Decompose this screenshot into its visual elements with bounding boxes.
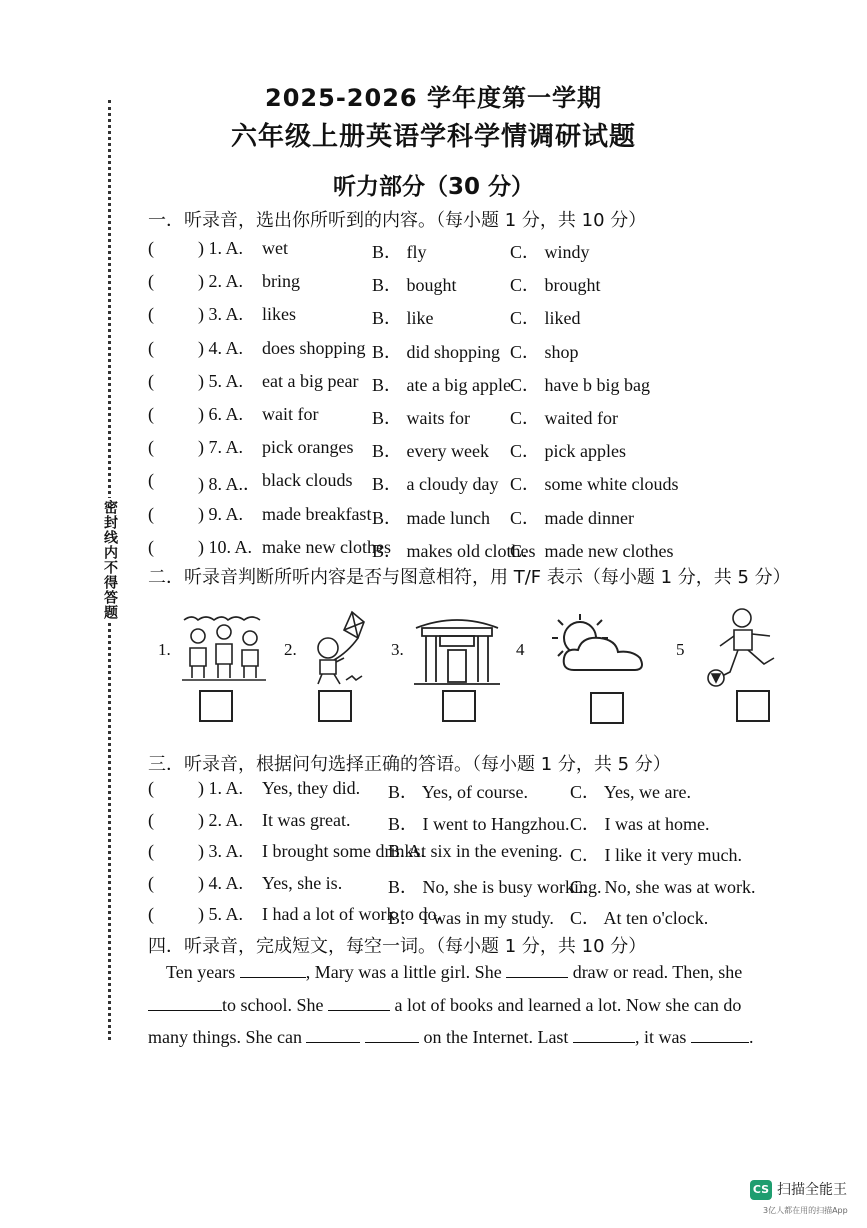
blank-4[interactable] <box>328 1010 390 1011</box>
option-c: C． pick apples <box>510 441 626 462</box>
question-number: ) 1. A. <box>198 778 243 798</box>
question-number: ) 6. A. <box>198 404 243 424</box>
option-a: pick oranges <box>262 437 354 458</box>
option-a: make new clothes <box>262 536 391 557</box>
blank-7[interactable] <box>573 1042 635 1043</box>
camscanner-tagline: 3亿人都在用的扫描App <box>763 1206 848 1215</box>
answer-bracket[interactable]: ( <box>148 470 154 491</box>
section4-title: 四．听录音，完成短文，每空一词。（每小题 1 分，共 10 分） <box>148 936 647 957</box>
option-a: Yes, they did. <box>262 778 361 798</box>
option-a: I had a lot of work to do. <box>262 904 441 925</box>
seal-line-note: 密封线内不得答题 <box>102 500 118 620</box>
blank-3[interactable] <box>148 1010 222 1011</box>
option-c: C． brought <box>510 275 601 296</box>
answer-box-4[interactable] <box>590 692 624 724</box>
answer-bracket[interactable]: ( <box>148 904 154 925</box>
exam-year-title: 2025-2026 学年度第一学期 <box>265 84 602 112</box>
answer-box-1[interactable] <box>199 690 233 722</box>
option-c: C． made dinner <box>510 507 634 528</box>
passage-text: many things. She can <box>148 1027 302 1047</box>
option-b: B． every week <box>372 441 489 462</box>
answer-bracket[interactable]: ( <box>148 304 154 325</box>
question-number: ) 10. A. <box>198 536 252 557</box>
option-b: B． Yes, of course. <box>388 782 529 802</box>
answer-bracket[interactable]: ( <box>148 238 154 258</box>
passage-line-1 <box>166 962 742 983</box>
option-a: likes <box>262 304 296 325</box>
answer-bracket[interactable]: ( <box>148 872 154 893</box>
answer-bracket[interactable]: ( <box>148 841 154 862</box>
option-b: B. At six in the evening. <box>388 841 563 862</box>
answer-bracket[interactable]: ( <box>148 437 154 458</box>
kite-boy-icon <box>302 608 382 688</box>
pic-number-1: 1. <box>158 640 171 659</box>
option-b: B． makes old clothes <box>372 540 536 561</box>
passage-line-2 <box>148 995 741 1016</box>
option-c: C． Yes, we are. <box>570 782 691 802</box>
answer-bracket[interactable]: ( <box>148 503 154 524</box>
question-number: ) 1. A. <box>198 238 243 258</box>
gate-building-icon <box>412 610 502 688</box>
option-c: C． some white clouds <box>510 474 679 495</box>
camscanner-logo: CS <box>750 1180 772 1200</box>
option-b: B． I went to Hangzhou. <box>388 813 570 834</box>
pic-number-5: 5 <box>676 640 685 659</box>
blank-2[interactable] <box>506 977 568 978</box>
question-number: ) 4. A. <box>198 872 243 893</box>
passage-text: a lot of books and learned a lot. Now she can do <box>394 995 742 1015</box>
option-a: wait for <box>262 404 319 424</box>
question-number: ) 9. A. <box>198 503 243 524</box>
passage-text: . <box>748 1027 754 1047</box>
option-a: Yes, she is. <box>262 872 343 893</box>
camscanner-name: 扫描全能王 <box>777 1182 847 1198</box>
section3-title: 三．听录音，根据问句选择正确的答语。（每小题 1 分，共 5 分） <box>148 754 671 775</box>
option-c: C． No, she was at work. <box>570 876 756 897</box>
pic-number-3: 3. <box>391 640 404 659</box>
passage-text: draw or read. Then, she <box>572 962 743 982</box>
question-number: ) 2. A. <box>198 271 243 292</box>
question-number: ) 5. A. <box>198 370 243 391</box>
option-c: C． waited for <box>510 408 618 428</box>
option-b: B． like <box>372 308 434 329</box>
answer-bracket[interactable]: ( <box>148 370 154 391</box>
option-a: black clouds <box>262 470 353 491</box>
blank-1[interactable] <box>240 977 306 978</box>
passage-text: on the Internet. Last <box>423 1027 569 1047</box>
sun-cloud-icon <box>544 612 650 674</box>
passage-text: , it was <box>634 1027 687 1047</box>
question-number: ) 2. A. <box>198 809 243 830</box>
answer-box-3[interactable] <box>442 690 476 722</box>
option-c: C． I like it very much. <box>570 845 742 866</box>
option-b: B． made lunch <box>372 507 490 528</box>
option-c: C． I was at home. <box>570 813 710 834</box>
students-group-icon <box>178 610 270 686</box>
option-a: does shopping <box>262 337 366 358</box>
option-c: C． have b big bag <box>510 374 650 395</box>
option-a: bring <box>262 271 300 292</box>
option-a: wet <box>262 238 288 258</box>
blank-6[interactable] <box>365 1042 419 1043</box>
answer-box-5[interactable] <box>736 690 770 722</box>
exam-main-title: 六年级上册英语学科学情调研试题 <box>230 122 636 152</box>
option-b: B． No, she is busy working. <box>388 876 602 897</box>
blank-8[interactable] <box>691 1042 749 1043</box>
answer-box-2[interactable] <box>318 690 352 722</box>
option-b: B． ate a big apple <box>372 374 511 395</box>
option-b: B． a cloudy day <box>372 474 499 495</box>
question-number: ) 3. A. <box>198 304 243 325</box>
passage-text: Ten years <box>166 962 236 982</box>
section2-title: 二．听录音判断所听内容是否与图意相符，用 T/F 表示（每小题 1 分，共 5 分） <box>148 567 791 588</box>
option-b: B． I was in my study. <box>388 908 554 929</box>
blank-5[interactable] <box>306 1042 360 1043</box>
option-a: I brought some drinks. <box>262 841 425 862</box>
football-boy-icon <box>704 606 784 690</box>
option-b: B． did shopping <box>372 341 501 362</box>
listening-section-title: 听力部分（30 分） <box>332 174 534 200</box>
option-c: C． At ten o'clock. <box>570 908 709 929</box>
passage-text: , Mary was a little girl. She <box>305 962 502 982</box>
question-number: ) 3. A. <box>198 841 243 862</box>
option-c: C． made new clothes <box>510 540 674 561</box>
pic-number-2: 2. <box>284 640 297 659</box>
passage-text: to school. She <box>222 995 324 1015</box>
passage-line-3 <box>148 1027 753 1048</box>
option-c: C． liked <box>510 308 581 329</box>
option-b: B． bought <box>372 275 457 296</box>
option-a: It was great. <box>262 809 351 830</box>
option-c: C． windy <box>510 242 590 262</box>
question-number: ) 4. A. <box>198 337 243 358</box>
answer-bracket[interactable]: ( <box>148 809 154 830</box>
answer-bracket[interactable]: ( <box>148 778 154 798</box>
answer-bracket[interactable]: ( <box>148 337 154 358</box>
option-a: made breakfast <box>262 503 372 524</box>
answer-bracket[interactable]: ( <box>148 404 154 424</box>
option-b: B． fly <box>372 242 427 262</box>
option-a: eat a big pear <box>262 370 359 391</box>
pic-number-4: 4 <box>516 640 525 659</box>
option-b: B． waits for <box>372 408 470 428</box>
section1-title: 一．听录音，选出你所听到的内容。（每小题 1 分，共 10 分） <box>148 210 647 231</box>
question-number: ) 7. A. <box>198 437 243 458</box>
question-number: ) 5. A. <box>198 904 243 925</box>
question-number: ) 8. A.． <box>198 474 261 495</box>
answer-bracket[interactable]: ( <box>148 271 154 292</box>
answer-bracket[interactable]: ( <box>148 536 154 557</box>
option-c: C． shop <box>510 341 579 362</box>
